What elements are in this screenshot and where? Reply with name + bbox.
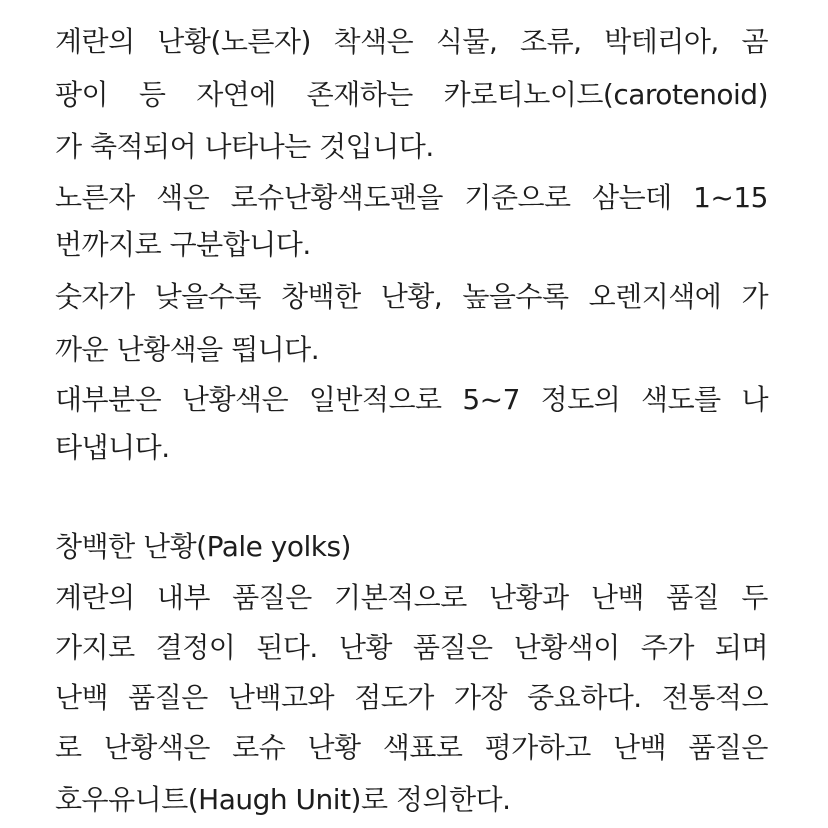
paragraph-line: 숫자가 낮을수록 창백한 난황, 높을수록 오렌지색에 가 [55, 280, 768, 313]
paragraph-line: 계란의 난황(노른자) 착색은 식물, 조류, 박테리아, 곰 [55, 25, 768, 58]
paragraph-line: 난백 품질은 난백고와 점도가 가장 중요하다. 전통적으 [55, 681, 768, 714]
paragraph-line: 호우유니트(Haugh Unit)로 정의한다. [55, 783, 511, 816]
paragraph-line: 가 축적되어 나타나는 것입니다. [55, 130, 434, 163]
section-heading: 창백한 난황(Pale yolks) [55, 530, 351, 563]
paragraph-line: 노른자 색은 로슈난황색도팬을 기준으로 삼는데 1~15 [55, 181, 768, 214]
paragraph-line: 대부분은 난황색은 일반적으로 5~7 정도의 색도를 나 [55, 383, 768, 416]
paragraph-line: 타냅니다. [55, 431, 170, 464]
paragraph-line: 가지로 결정이 된다. 난황 품질은 난황색이 주가 되며 [55, 631, 768, 664]
paragraph-line: 까운 난황색을 띕니다. [55, 333, 320, 366]
paragraph-line: 번까지로 구분합니다. [55, 228, 311, 261]
paragraph-line: 로 난황색은 로슈 난황 색표로 평가하고 난백 품질은 [55, 731, 768, 764]
paragraph-line: 팡이 등 자연에 존재하는 카로티노이드(carotenoid) [55, 78, 768, 111]
paragraph-line: 계란의 내부 품질은 기본적으로 난황과 난백 품질 두 [55, 581, 768, 614]
